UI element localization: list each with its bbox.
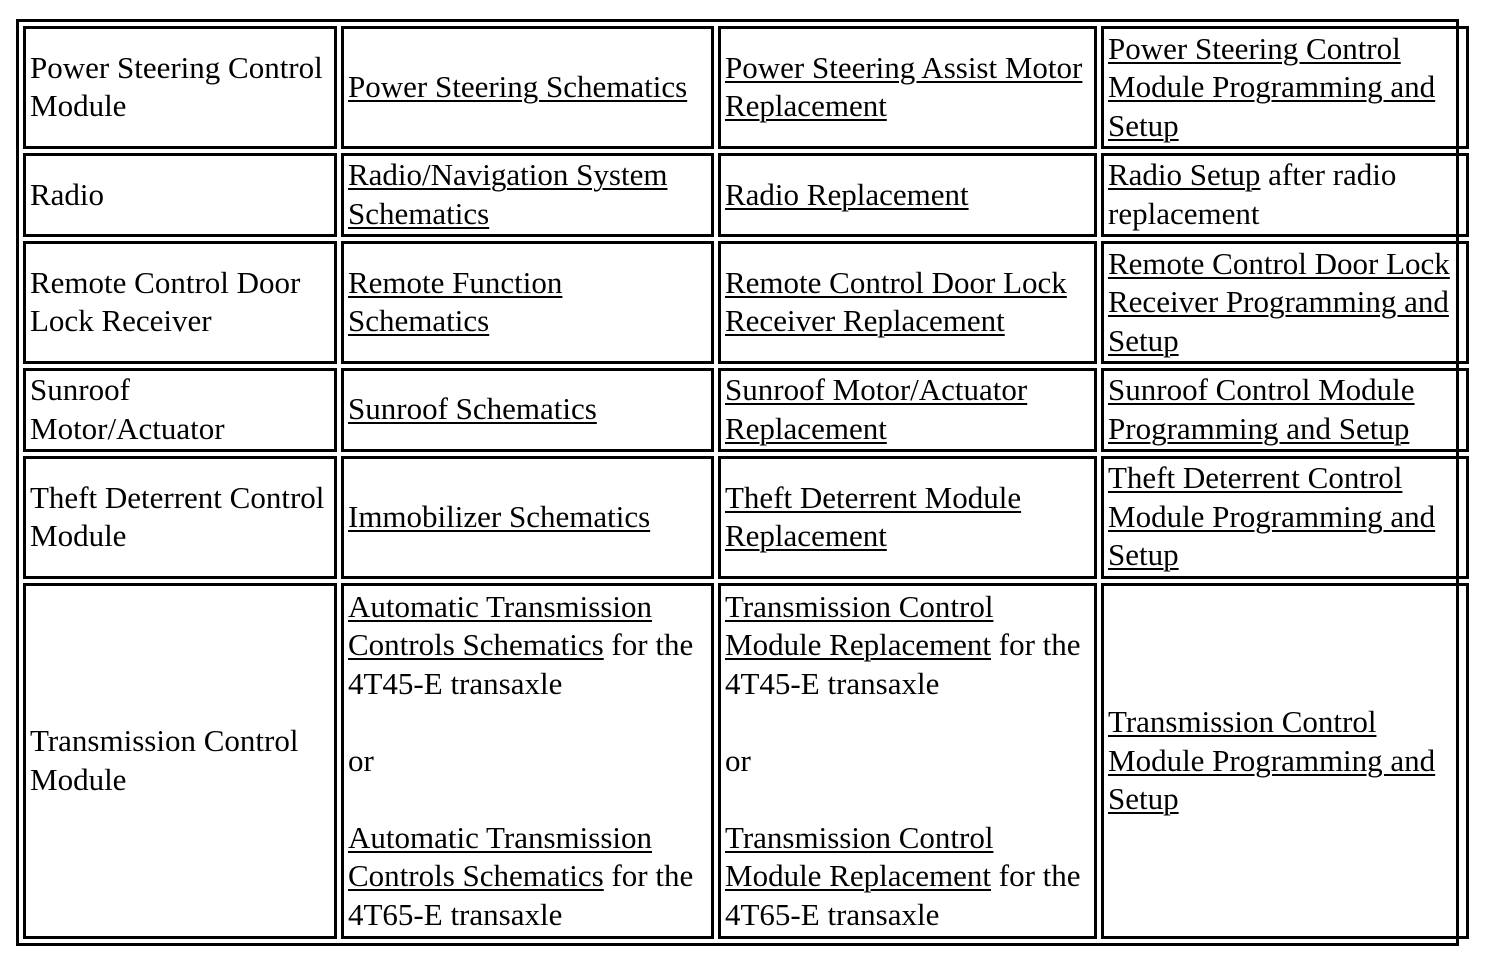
or-separator: or bbox=[725, 742, 751, 778]
transaxle-note: for the 4T45-E transaxle bbox=[348, 627, 694, 701]
component-cell bbox=[23, 456, 337, 579]
component-cell bbox=[23, 241, 337, 364]
programming-link[interactable]: Power Steering Control Module Programming and Setup bbox=[1108, 30, 1436, 143]
programming-cell bbox=[1101, 241, 1469, 364]
schematics-cell bbox=[341, 241, 714, 364]
table-row bbox=[23, 368, 1469, 452]
component-cell bbox=[23, 583, 337, 940]
component-name: Remote Control Door Lock Receiver bbox=[30, 264, 301, 339]
programming-cell bbox=[1101, 26, 1469, 149]
replacement-link[interactable]: Sunroof Motor/Actuator Replacement bbox=[725, 372, 1028, 446]
component-name: Sunroof Motor/Actuator bbox=[30, 372, 225, 446]
procedures-table-frame bbox=[16, 19, 1459, 946]
component-name: Transmission Control Module bbox=[30, 723, 299, 797]
replacement-cell bbox=[718, 241, 1097, 364]
programming-link[interactable]: Sunroof Control Module Programming and Setup bbox=[1108, 372, 1415, 446]
table-row bbox=[23, 153, 1469, 237]
spacer bbox=[348, 780, 708, 819]
or-separator: or bbox=[348, 742, 374, 778]
programming-cell bbox=[1101, 583, 1469, 940]
schematics-link[interactable]: Immobilizer Schematics bbox=[348, 498, 651, 534]
programming-link[interactable]: Remote Control Door Lock Receiver Programming and Setup bbox=[1108, 245, 1450, 358]
schematics-cell bbox=[341, 26, 714, 149]
spacer bbox=[725, 703, 1091, 742]
component-cell bbox=[23, 26, 337, 149]
programming-cell bbox=[1101, 456, 1469, 579]
replacement-link[interactable]: Transmission Control Module Replacement bbox=[725, 819, 994, 893]
transaxle-note: for the 4T45-E transaxle bbox=[725, 627, 1081, 701]
replacement-link[interactable]: Power Steering Assist Motor Replacement bbox=[725, 49, 1083, 124]
replacement-option-4t45 bbox=[725, 588, 1091, 704]
replacement-link[interactable]: Remote Control Door Lock Receiver Replacement bbox=[725, 264, 1067, 339]
spacer bbox=[725, 780, 1091, 819]
table-row bbox=[23, 26, 1469, 149]
table-row bbox=[23, 583, 1469, 940]
programming-cell bbox=[1101, 153, 1469, 237]
replacement-cell bbox=[718, 153, 1097, 237]
table-row bbox=[23, 241, 1469, 364]
schematics-option-4t65 bbox=[348, 819, 708, 935]
transaxle-note: for the 4T65-E transaxle bbox=[348, 858, 694, 932]
programming-cell bbox=[1101, 368, 1469, 452]
replacement-cell bbox=[718, 583, 1097, 940]
schematics-link[interactable]: Automatic Transmission Controls Schematics bbox=[348, 819, 653, 893]
programming-note: after radio replacement bbox=[1108, 157, 1397, 231]
replacement-option-4t65 bbox=[725, 819, 1091, 935]
schematics-cell bbox=[341, 456, 714, 579]
replacement-link[interactable]: Transmission Control Module Replacement bbox=[725, 588, 994, 662]
replacement-cell bbox=[718, 368, 1097, 452]
schematics-link[interactable]: Remote Function Schematics bbox=[348, 264, 563, 339]
procedures-table bbox=[19, 22, 1473, 943]
component-name: Power Steering Control Module bbox=[30, 49, 323, 124]
programming-link[interactable]: Radio Setup bbox=[1108, 157, 1261, 193]
schematics-cell bbox=[341, 153, 714, 237]
schematics-link[interactable]: Power Steering Schematics bbox=[348, 69, 688, 105]
replacement-cell bbox=[718, 26, 1097, 149]
programming-link[interactable]: Transmission Control Module Programming and Setup bbox=[1108, 704, 1436, 816]
component-cell bbox=[23, 368, 337, 452]
component-name: Radio bbox=[30, 176, 105, 212]
programming-link[interactable]: Theft Deterrent Control Module Programming and Setup bbox=[1108, 460, 1436, 573]
schematics-link[interactable]: Radio/Navigation System Schematics bbox=[348, 157, 668, 231]
schematics-option-4t45 bbox=[348, 588, 708, 704]
spacer bbox=[348, 703, 708, 742]
component-name: Theft Deterrent Control Module bbox=[30, 479, 325, 554]
replacement-link[interactable]: Radio Replacement bbox=[725, 176, 969, 212]
table-row bbox=[23, 456, 1469, 579]
replacement-link[interactable]: Theft Deterrent Module Replacement bbox=[725, 479, 1022, 554]
schematics-cell bbox=[341, 583, 714, 940]
component-cell bbox=[23, 153, 337, 237]
schematics-cell bbox=[341, 368, 714, 452]
replacement-cell bbox=[718, 456, 1097, 579]
schematics-link[interactable]: Automatic Transmission Controls Schematics bbox=[348, 588, 653, 662]
schematics-link[interactable]: Sunroof Schematics bbox=[348, 391, 597, 427]
transaxle-note: for the 4T65-E transaxle bbox=[725, 858, 1081, 932]
